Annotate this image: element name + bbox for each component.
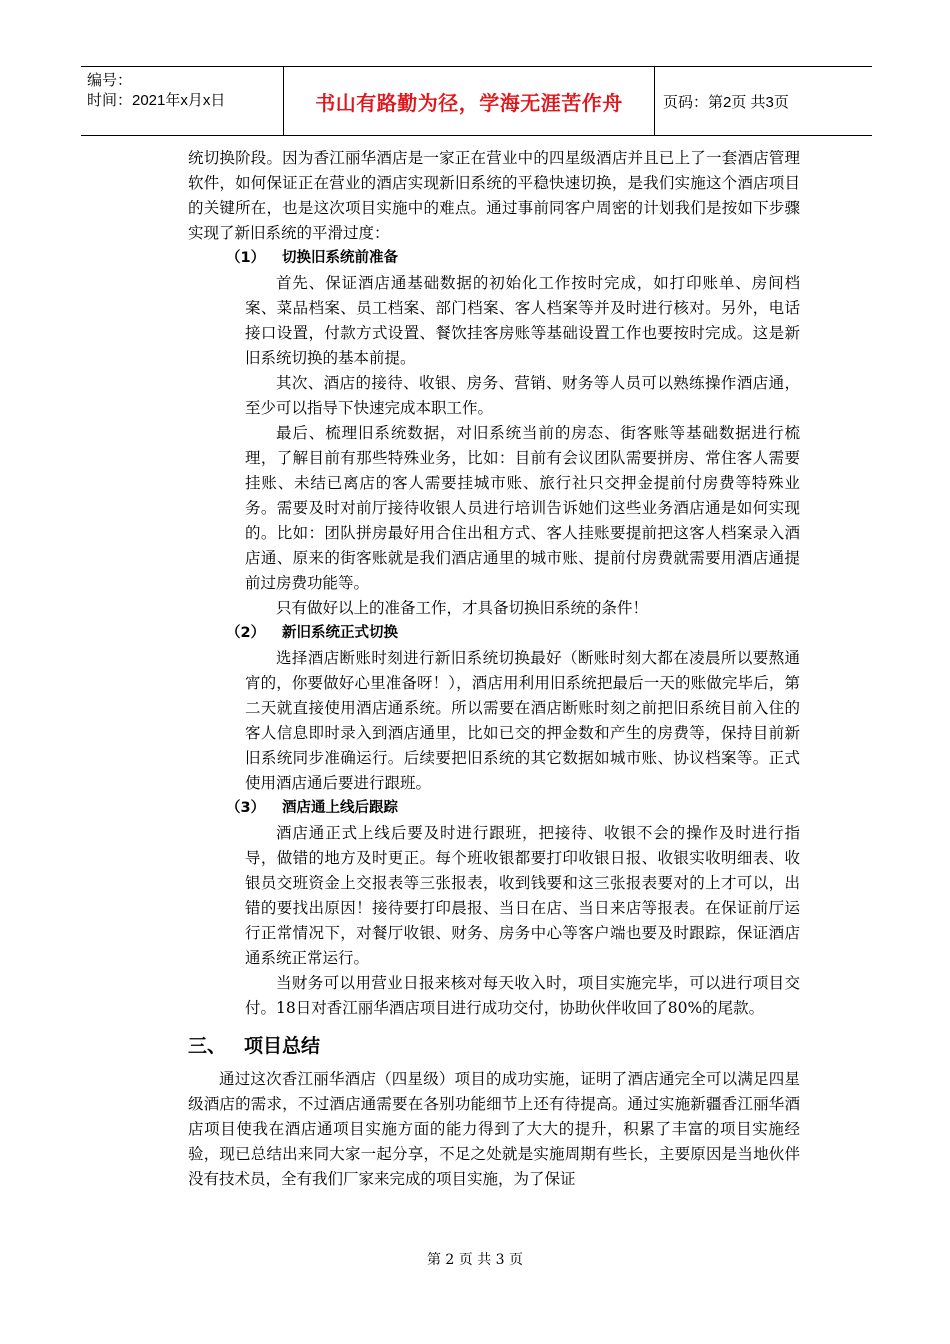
paragraph: 其次、酒店的接待、收银、房务、营销、财务等人员可以熟练操作酒店通，至少可以指导下快速完成本职工作。 (245, 374, 800, 417)
step-title: 酒店通上线后跟踪 (282, 800, 398, 816)
header-page-number: 页码：第2页 共3页 (663, 93, 789, 111)
document-time-label: 时间：2021年x月x日 (87, 92, 226, 109)
header-motto: 书山有路勤为径，学海无涯苦作舟 (283, 67, 655, 135)
step-heading-1 (188, 246, 800, 271)
section-number: 三、 (188, 1034, 227, 1057)
section-title: 项目总结 (244, 1034, 321, 1057)
step-1-body (188, 271, 800, 621)
step-number: （1） (226, 250, 266, 266)
document-body (188, 146, 800, 1192)
section-heading (188, 1031, 800, 1061)
paragraph: 选择酒店断账时刻进行新旧系统切换最好（断账时刻大都在凌晨所以要熬通宵的，你要做好心里准备呀！），酒店用利用旧系统把最后一天的账做完毕后，第二天就直接使用酒店通系统。所以需要在酒店断账时刻之前把旧系统目前入住的客人信息即时录入到酒店通里，比如已交的押金数和产生的房费等，保持目前新旧系统同步准确运行。后续要把旧系统的其它数据如城市账、协议档案等。正式使用酒店通后要进行跟班。 (245, 649, 800, 792)
document-number-label: 编号： (87, 72, 133, 89)
summary-paragraph: 通过这次香江丽华酒店（四星级）项目的成功实施，证明了酒店通完全可以满足四星级酒店的需求，不过酒店通需要在各别功能细节上还有待提高。通过实施新疆香江丽华酒店项目使我在酒店通项目实施方面的能力得到了大大的提升，积累了丰富的项目实施经验，现已总结出来同大家一起分享，不足之处就是实施周期有些长，主要原因是当地伙伴没有技术员，全有我们厂家来完成的项目实施，为了保证 (188, 1070, 800, 1188)
step-3-body (188, 821, 800, 1021)
paragraph: 酒店通正式上线后要及时进行跟班，把接待、收银不会的操作及时进行指导，做错的地方及时更正。每个班收银都要打印收银日报、收银实收明细表、收银员交班资金上交报表等三张报表，收到钱要和这三张报表要对的上才可以，出错的要找出原因！接待要打印晨报、当日在店、当日来店等报表。在保证前厅运行正常情况下，对餐厅收银、财务、房务中心等客户端也要及时跟踪，保证酒店通系统正常运行。 (245, 824, 800, 967)
intro-paragraph: 统切换阶段。因为香江丽华酒店是一家正在营业中的四星级酒店并且已上了一套酒店管理软件，如何保证正在营业的酒店实现新旧系统的平稳快速切换，是我们实施这个酒店项目的关键所在，也是这次项目实施中的难点。通过事前同客户周密的计划我们是按如下步骤实现了新旧系统的平滑过度： (188, 149, 800, 242)
step-heading-3 (188, 796, 800, 821)
page-header (81, 66, 872, 136)
step-title: 新旧系统正式切换 (282, 625, 398, 641)
step-title: 切换旧系统前准备 (282, 250, 398, 266)
step-number: （3） (226, 800, 266, 816)
page-footer: 第 2 页 共 3 页 (426, 1252, 524, 1268)
paragraph: 首先、保证酒店通基础数据的初始化工作按时完成，如打印账单、房间档案、菜品档案、员工档案、部门档案、客人档案等并及时进行核对。另外，电话接口设置，付款方式设置、餐饮挂客房账等基础设置工作也要按时完成。这是新旧系统切换的基本前提。 (245, 274, 800, 367)
step-number: （2） (226, 625, 266, 641)
header-meta (81, 67, 283, 135)
paragraph: 当财务可以用营业日报来核对每天收入时，项目实施完毕，可以进行项目交付。18日对香江丽华酒店项目进行成功交付，协助伙伴收回了80%的尾款。 (245, 974, 800, 1017)
paragraph: 只有做好以上的准备工作，才具备切换旧系统的条件！ (276, 599, 649, 617)
step-heading-2 (188, 621, 800, 646)
paragraph: 最后、梳理旧系统数据，对旧系统当前的房态、街客账等基础数据进行梳理，了解目前有那些特殊业务，比如：目前有会议团队需要拼房、常住客人需要挂账、未结已离店的客人需要挂城市账、旅行社只交押金提前付房费等特殊业务。需要及时对前厅接待收银人员进行培训告诉她们这些业务酒店通是如何实现的。比如：团队拼房最好用合住出租方式、客人挂账要提前把这客人档案录入酒店通、原来的街客账就是我们酒店通里的城市账、提前付房费就需要用酒店通提前过房费功能等。 (245, 424, 800, 592)
step-2-body (188, 646, 800, 796)
